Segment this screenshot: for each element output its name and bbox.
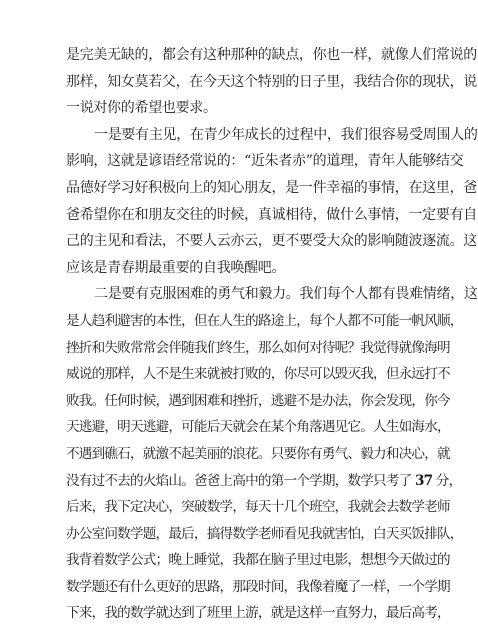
text-line: 败我。任何时候，遇到困难和挫折，逃避不是办法，你会发现，你今 <box>66 392 450 409</box>
paragraph-have-own-opinion <box>66 122 478 282</box>
text-line: 爸希望你在和朋友交往的时候，真诚相待，做什么事情，一定要有自 <box>66 206 477 223</box>
text-line: 一说对你的希望也要求。 <box>66 100 217 117</box>
text-line: 威说的那样，人不是生来就被打败的，你尽可以毁灭我，但永远打不 <box>66 366 450 383</box>
text-line: 己的主见和看法，不要人云亦云，更不要受大众的影响随波逐流。这 <box>66 233 477 250</box>
text-line-with-score <box>66 468 462 495</box>
text-line: 应该是青春期最重要的自我唤醒吧。 <box>66 259 286 276</box>
text-line: 后来，我下定决心，突破数学，每天十几个班空，我就会去数学老师 <box>66 499 450 516</box>
text-line: 是完美无缺的，都会有这种那种的缺点，你也一样，就像人们常说的 <box>66 47 477 63</box>
text-line: 二是要有克服困难的勇气和毅力。我们每个人都有畏难情绪，这 <box>94 286 478 303</box>
text-line: 天逃避，明天逃避，可能后天就会在某个角落遇见它。人生如海水， <box>66 419 450 436</box>
text-line: 是人趋利避害的本性，但在人生的路途上，每个人都不可能一帆风顺， <box>66 312 463 329</box>
text-line: 下来，我的数学就达到了班里上游，就是这样一直努力，最后高考， <box>66 605 450 622</box>
text-line: 数学题还有什么更好的思路，那段时间，我像着魔了一样，一个学期 <box>66 578 450 595</box>
text-line: 我背着数学公式；晚上睡觉，我都在脑子里过电影，想想今天做过的 <box>66 552 450 569</box>
text-line: 挫折和失败常常会伴随我们终生，那么如何对待呢？我觉得就像海明 <box>66 339 450 356</box>
text-line: 品德好学习好积极向上的知心朋友，是一件幸福的事情，在这里，爸 <box>66 179 477 196</box>
text-segment: 没有过不去的火焰山。爸爸上高中的第一个学期，数学只考了 <box>66 472 415 489</box>
text-line: 一是要有主见，在青少年成长的过程中，我们很容易受周围人的 <box>94 126 478 143</box>
text-line: 那样，知女莫若父，在今天这个特别的日子里，我结合你的现状，说 <box>66 73 477 90</box>
paragraph-expectations-intro <box>66 42 477 122</box>
text-line: 办公室问数学题，最后，搞得数学老师看见我就害怕，白天买饭排队， <box>66 525 463 542</box>
paragraph-courage-and-perseverance <box>66 281 478 627</box>
text-line: 影响，这就是谚语经常说的：“近朱者赤”的道理，青年人能够结交 <box>66 153 464 170</box>
text-segment: 分， <box>432 472 462 489</box>
document-page <box>66 42 478 627</box>
math-score-number: 37 <box>414 472 433 489</box>
text-line: 不遇到礁石，就激不起美丽的浪花。只要你有勇气、毅力和决心，就 <box>66 445 450 462</box>
